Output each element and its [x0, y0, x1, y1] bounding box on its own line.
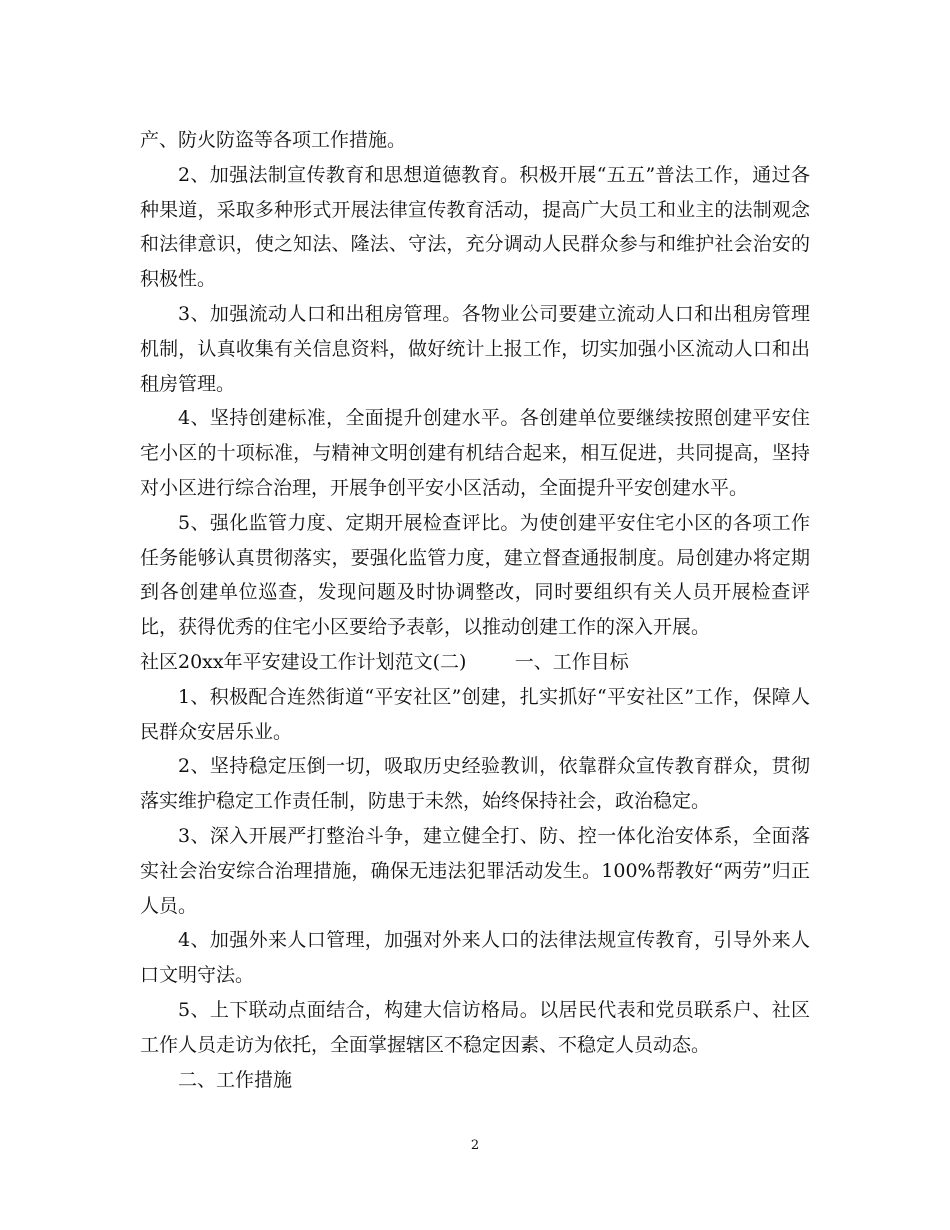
paragraph: 3、深入开展严打整治斗争，建立健全打、防、控一体化治安体系，全面落实社会治安综合治理措施，确保无违法犯罪活动发生。100%帮教好“两劳”归正人员。	[140, 824, 810, 917]
paragraph: 3、加强流动人口和出租房管理。各物业公司要建立流动人口和出租房管理机制，认真收集有关信息资料，做好统计上报工作，切实加强小区流动人口和出租房管理。	[140, 302, 810, 395]
paragraph: 4、加强外来人口管理，加强对外来人口的法律法规宣传教育，引导外来人口文明守法。	[140, 929, 810, 987]
paragraph: 产、防火防盗等各项工作措施。	[140, 129, 407, 151]
section-heading: 社区20xx年平安建设工作计划范文(二) 一、工作目标	[140, 650, 629, 673]
paragraph: 2、加强法制宣传教育和思想道德教育。积极开展“五五”普法工作，通过各种果道，采取多种形式开展法律宣传教育活动，提高广大员工和业主的法制观念和法律意识，使之知法、隆法、守法，充分调动人民群众参与和维护社会治安的积极性。	[140, 163, 810, 291]
paragraph: 2、坚持稳定压倒一切，吸取历史经验教训，依靠群众宣传教育群众，贯彻落实维护稳定工作责任制，防患于未然，始终保持社会，政治稳定。	[140, 755, 810, 813]
page-number: 2	[470, 1138, 480, 1153]
paragraph: 1、积极配合连然街道“平安社区”创建，扎实抓好“平安社区”工作，保障人民群众安居乐业。	[140, 685, 810, 743]
paragraph: 4、坚持创建标准，全面提升创建水平。各创建单位要继续按照创建平安住宅小区的十项标准，与精神文明创建有机结合起来，相互促进，共同提高，坚持对小区进行综合治理，开展争创平安小区活动，全面提升平安创建水平。	[140, 407, 810, 499]
subsection-heading: 二、工作措施	[178, 1068, 293, 1091]
paragraph: 5、上下联动点面结合，构建大信访格局。以居民代表和党员联系户、社区工作人员走访为依托，全面掌握辖区不稳定因素、不稳定人员动态。	[140, 998, 810, 1056]
paragraph: 5、强化监管力度、定期开展检查评比。为使创建平安住宅小区的各项工作任务能够认真贯彻落实，要强化监管力度，建立督查通报制度。局创建办将定期到各创建单位巡查，发现问题及时协调整改，同时要组织有关人员开展检查评比，获得优秀的住宅小区要给予表彰，以推动创建工作的深入开展。	[140, 511, 810, 639]
document-body	[140, 123, 810, 1097]
